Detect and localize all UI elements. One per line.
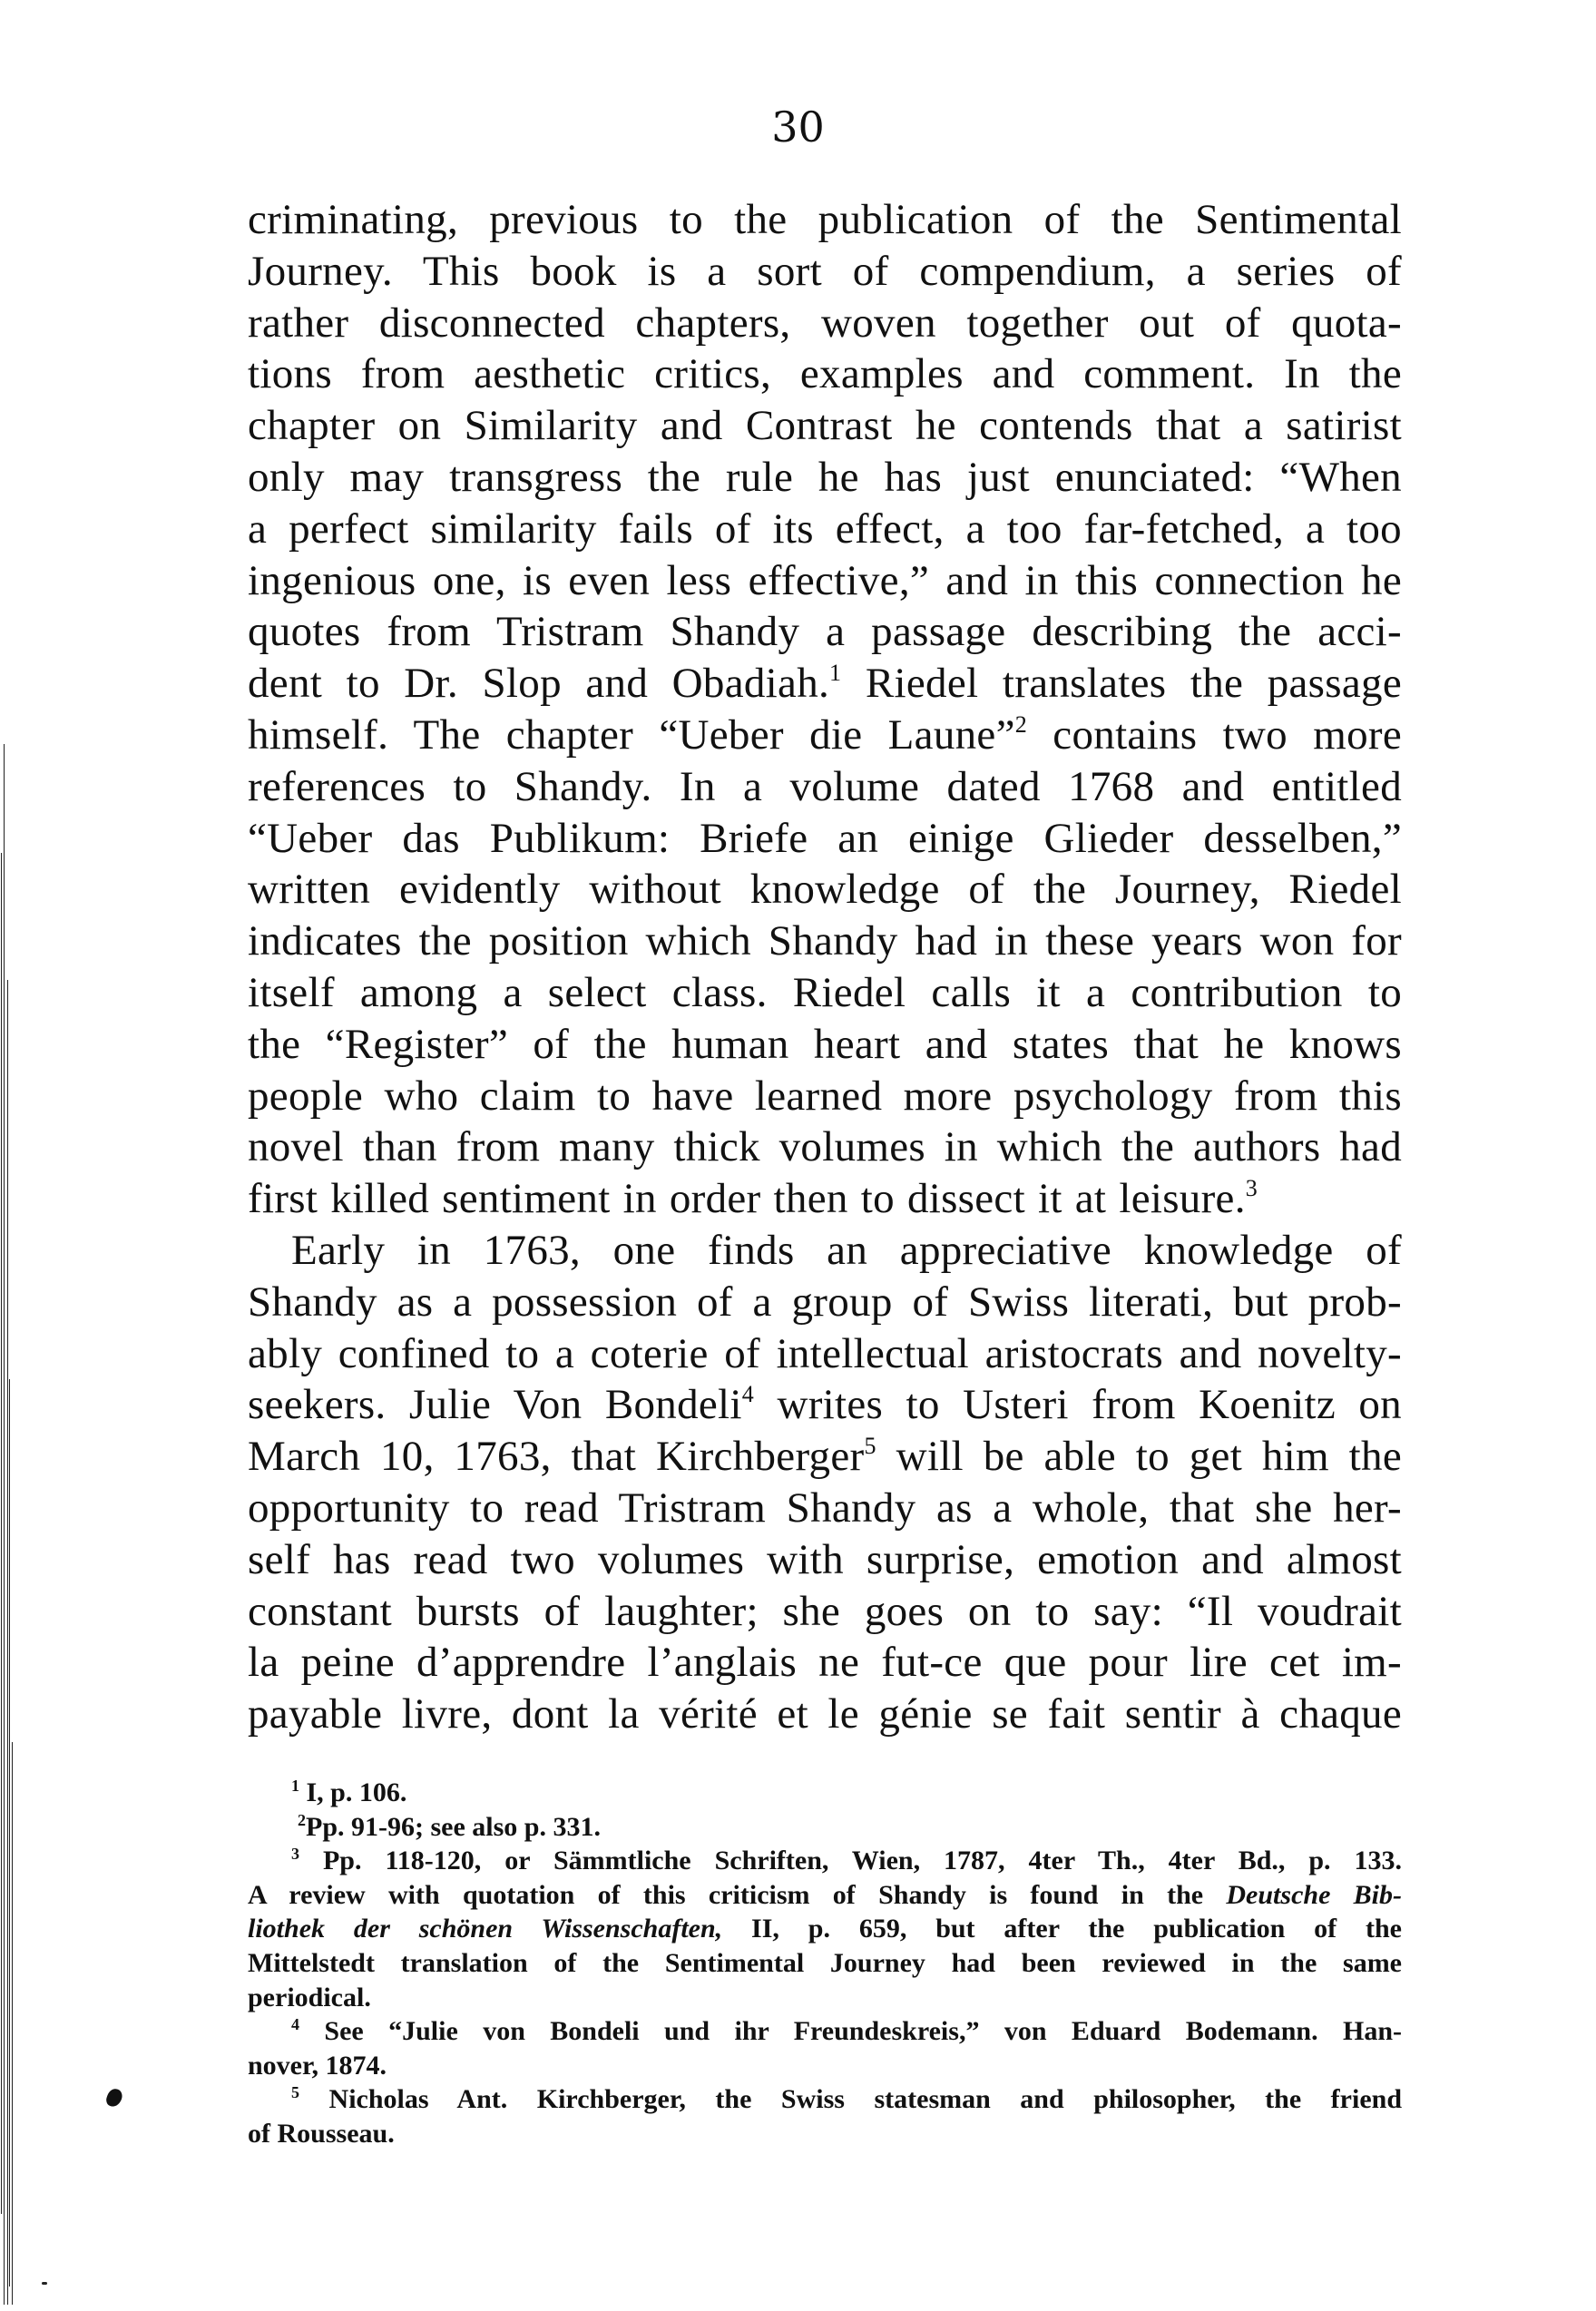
footnote-text: Pp. 118-120, or Sämmtliche Schriften, Wien, 1787, 4ter Th., 4ter Bd., p. 133. [322,1846,1403,1876]
body-line: rather disconnected chapters, woven together out of quota- [248,299,1402,347]
ink-speck [42,2282,47,2285]
footnote-3-line: periodical. [248,1982,371,2012]
body-line: itself among a select class. Riedel calls it a contribution to [248,968,1402,1016]
journal-title: liothek der schönen Wissenschaften, [248,1914,723,1944]
footnotes [248,1776,1402,2151]
footnote-ref-3[interactable]: 3 [1245,1175,1258,1202]
body-line [248,1173,1402,1225]
footnote-mark: 4 [291,2015,299,2034]
footnote-3 [248,1844,1402,1878]
body-line: indicates the position which Shandy had in these years won for [248,917,1402,965]
paragraph-start-line: Early in 1763, one finds an appreciative knowledge of [291,1226,1402,1274]
body-line: opportunity to read Tristram Shandy as a whole, that she her- [248,1484,1402,1532]
body-line: written evidently without knowledge of the Journey, Riedel [248,866,1402,914]
body-line [248,658,1402,710]
body-line [248,710,1402,761]
body-line: ingenious one, is even less effective,” and in this connection he [248,556,1402,604]
footnote-3-line [248,1878,1402,1913]
footnote-5-line: of Rousseau. [248,2118,395,2149]
footnote-text: II, p. 659, but after the publication of the [722,1914,1402,1944]
body-line: tions from aesthetic critics, examples and comment. In the [248,350,1402,398]
footnote-3-line [248,1912,1402,1946]
body-line: the “Register” of the human heart and states that he knows [248,1020,1402,1068]
body-line-text: himself. The chapter “Ueber die Laune” [248,710,1015,759]
footnote-text: See “Julie von Bondeli und ihr Freundeskreis,” von Eduard Bodemann. Han- [324,2016,1402,2047]
body-line-text: Riedel translates the passage [841,660,1402,708]
body-line-text: dent to Dr. Slop and Obadiah. [248,660,830,708]
body-line: “Ueber das Publikum: Briefe an einige Glieder desselben,” [248,814,1402,862]
footnote-mark: 3 [291,1845,299,1864]
body-line: people who claim to have learned more psychology from this [248,1072,1402,1120]
body-line: novel than from many thick volumes in which the authors had [248,1123,1402,1171]
footnote-text: I, p. 106. [306,1777,407,1807]
footnote-ref-5[interactable]: 5 [864,1433,876,1460]
footnote-text: A review with quotation of this criticism of Shandy is found in the [248,1879,1227,1910]
footnote-4 [248,2014,1402,2049]
body-line: a perfect similarity fails of its effect, a too far-fetched, a too [248,504,1402,553]
footnote-mark: 1 [291,1777,299,1795]
footnote-mark: 5 [291,2083,299,2102]
body-line-text: contains two more [1027,710,1402,759]
body-line: self has read two volumes with surprise, emotion and almost [248,1535,1402,1583]
body-line: quotes from Tristram Shandy a passage describing the acci- [248,608,1402,656]
body-line: chapter on Similarity and Contrast he contends that a satirist [248,402,1402,450]
body-line: la peine d’apprendre l’anglais ne fut-ce que pour lire cet im- [248,1639,1402,1687]
journal-title: Deutsche Bib- [1226,1879,1403,1910]
body-line-text: seekers. Julie Von Bondeli [248,1381,742,1429]
body-line-text: first killed sentiment in order then to dissect it at leisure. [248,1175,1246,1223]
body-line: ably confined to a coterie of intellectual aristocrats and novelty- [248,1329,1402,1377]
body-line: criminating, previous to the publication of the Sentimental [248,196,1402,243]
footnote-ref-4[interactable]: 4 [741,1381,755,1408]
footnote-mark: 2 [298,1810,306,1829]
body-line [248,1431,1402,1483]
body-line-text: March 10, 1763, that Kirchberger [248,1433,865,1481]
body-line [248,1379,1402,1431]
ink-blot [104,2087,124,2109]
body-text [248,194,1402,1740]
footnote-text: Pp. 91-96; see also p. 331. [306,1811,601,1842]
page-number: 30 [771,103,825,152]
body-line: only may transgress the rule he has just enunciated: “When [248,453,1402,501]
footnote-3-line: Mittelstedt translation of the Sentimental Journey had been reviewed in the same [248,1947,1402,1978]
body-line-text: will be able to get him the [876,1433,1402,1481]
footnote-2 [248,1810,1402,1845]
footnote-4-line: nover, 1874. [248,2050,387,2081]
body-line-text: writes to Usteri from Koenitz on [754,1381,1402,1429]
scan-edge-artifact [0,744,15,2311]
footnote-ref-2[interactable]: 2 [1014,710,1028,738]
footnote-text: Nicholas Ant. Kirchberger, the Swiss statesman and philosopher, the friend [328,2084,1403,2115]
body-line: Shandy as a possession of a group of Swiss literati, but prob- [248,1278,1402,1326]
body-line: references to Shandy. In a volume dated 1768 and entitled [248,762,1402,810]
body-line: constant bursts of laughter; she goes on to say: “Il voudrait [248,1587,1402,1635]
footnote-5 [248,2082,1402,2117]
body-line: Journey. This book is a sort of compendium, a series of [248,247,1402,295]
body-line: payable livre, dont la vérité et le génie se fait sentir à chaque [248,1690,1402,1738]
footnote-1 [248,1776,1402,1810]
footnote-ref-1[interactable]: 1 [829,660,842,687]
